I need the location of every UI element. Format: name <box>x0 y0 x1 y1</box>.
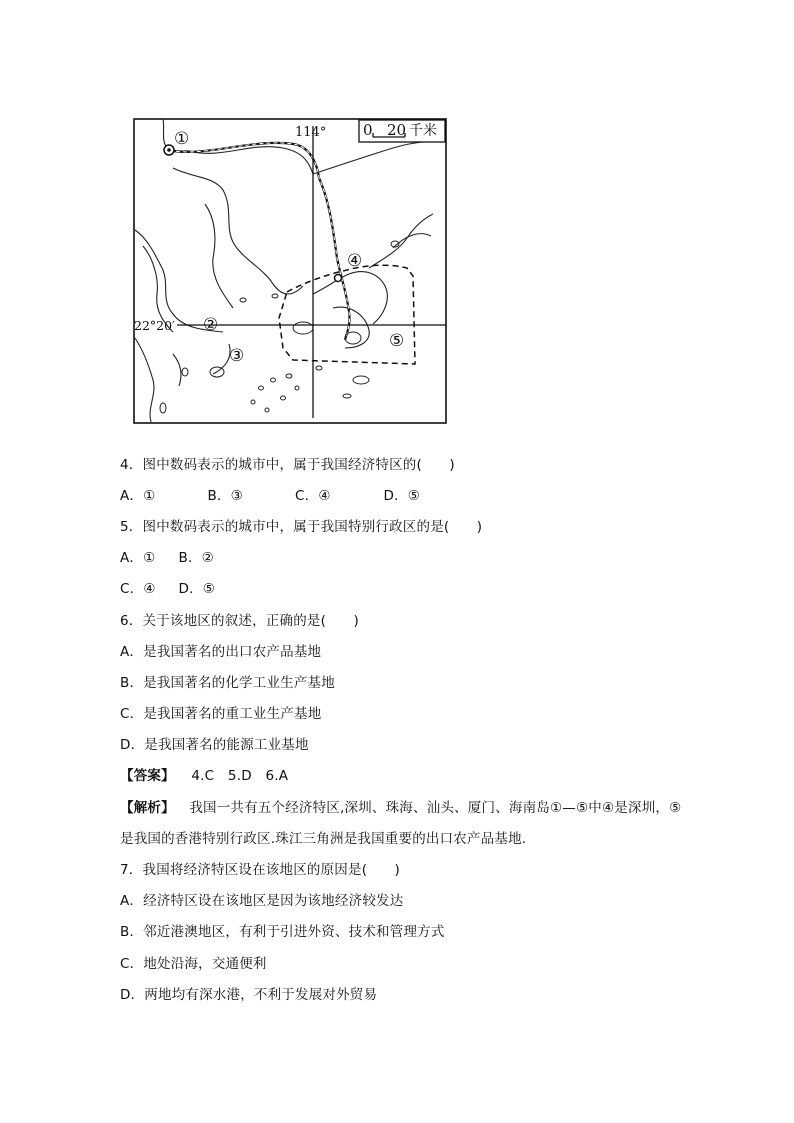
analysis-line-2: 是我国的香港特别行政区.珠江三角洲是我国重要的出口农产品基地. <box>120 831 527 847</box>
q6-option-c: C．是我国著名的重工业生产基地 <box>120 706 322 722</box>
q6-option-a: A．是我国著名的出口农产品基地 <box>120 644 322 660</box>
pearl-river-delta-map <box>133 118 447 424</box>
scale-unit: 千米 <box>409 123 437 139</box>
marker-5: ⑤ <box>389 331 405 351</box>
question-4-options <box>120 486 420 506</box>
question-5-options-row1 <box>120 548 214 568</box>
analysis-text-1: 我国一共有五个经济特区,深圳、珠海、汕头、厦门、海南岛①—⑤中④是深圳，⑤ <box>189 800 682 816</box>
q7-option-a: A．经济特区设在该地区是因为该地经济较发达 <box>120 893 404 909</box>
question-5-options-row2 <box>120 579 215 599</box>
answer-text: 4.C 5.D 6.A <box>191 768 289 784</box>
analysis-line-1 <box>120 798 681 818</box>
marker-4: ④ <box>347 251 363 271</box>
marker-1: ① <box>174 129 190 149</box>
q4-option-a: A．① <box>120 488 156 504</box>
marker-2: ② <box>203 315 219 335</box>
q6-option-b: B．是我国著名的化学工业生产基地 <box>120 675 335 691</box>
scale-value: 20 <box>387 121 407 139</box>
latitude-label: 22°20′ <box>134 318 175 333</box>
question-6-stem: 6．关于该地区的叙述，正确的是( ) <box>120 613 359 629</box>
question-5-stem: 5．图中数码表示的城市中，属于我国特别行政区的是( ) <box>120 519 483 535</box>
question-7-stem: 7．我国将经济特区设在该地区的原因是( ) <box>120 862 401 878</box>
answer-line <box>120 766 288 786</box>
q4-option-b: B．③ <box>207 488 243 504</box>
analysis-label: 【解析】 <box>120 800 175 816</box>
q7-option-d: D．两地均有深水港，不利于发展对外贸易 <box>120 987 378 1003</box>
scale-zero: 0 <box>363 121 373 139</box>
longitude-label: 114° <box>295 125 327 140</box>
q7-option-c: C．地处沿海，交通便利 <box>120 956 267 972</box>
answer-label: 【答案】 <box>120 768 175 784</box>
q5-option-a: A．① <box>120 550 156 566</box>
map-svg <box>133 118 447 424</box>
q4-option-c: C．④ <box>295 488 331 504</box>
q7-option-b: B．邻近港澳地区，有利于引进外资、技术和管理方式 <box>120 924 445 940</box>
marker-3: ③ <box>229 346 245 366</box>
q6-option-d: D．是我国著名的能源工业基地 <box>120 737 309 753</box>
question-4-stem: 4．图中数码表示的城市中，属于我国经济特区的( ) <box>120 457 455 473</box>
q5-option-b: B．② <box>178 550 214 566</box>
q5-option-d: D．⑤ <box>178 581 216 597</box>
q4-option-d: D．⑤ <box>383 488 421 504</box>
city-dot-4 <box>335 275 342 282</box>
q5-option-c: C．④ <box>120 581 156 597</box>
